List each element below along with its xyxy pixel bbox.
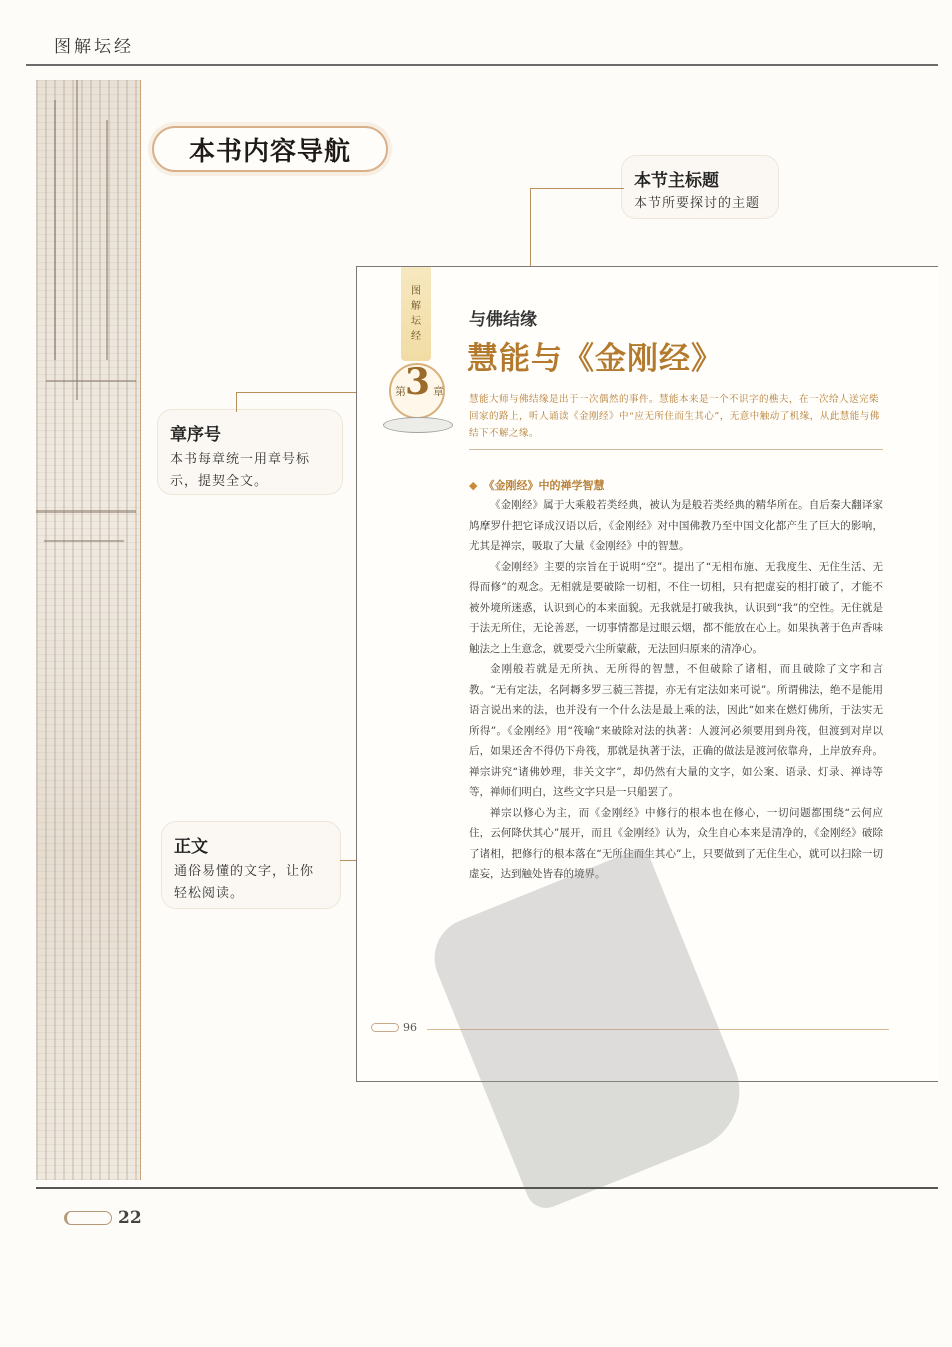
chapter-number: 3 <box>405 361 431 403</box>
callout-desc <box>170 449 310 493</box>
section-title-callout <box>634 166 760 215</box>
vertical-tab-char: 坛 <box>411 316 421 327</box>
nav-title: 本书内容导航 <box>152 126 388 172</box>
chapter-suffix: 章 <box>433 385 444 398</box>
page-number: 22 <box>118 1208 142 1228</box>
subhead <box>469 477 604 493</box>
side-rule <box>140 80 141 1180</box>
callout-desc <box>174 861 314 905</box>
page-ornament-icon <box>371 1023 399 1032</box>
bottom-rule <box>36 1187 938 1189</box>
section-intro: 慧能大师与佛结缘是出于一次偶然的事件。慧能本来是一个不识字的樵夫，在一次给人送完柴回家的路上，听人诵读《金刚经》中“应无所住而生其心”，无意中触动了机缘，从此慧能与佛结下不解之缘。 <box>469 394 880 439</box>
vertical-tab <box>401 267 431 361</box>
intro-rule <box>469 449 883 450</box>
vertical-tab-char: 图 <box>411 286 421 297</box>
paragraph: 禅宗以修心为主，而《金刚经》中修行的根本也在修心，一切问题都围绕“云何应住，云何降伏其心”展开，而且《金刚经》认为，众生自心本来是清净的，《金刚经》破除了诸相，把修行的根本落在“无所住而生其心”上，只要做到了无住生心，就可以扫除一切虚妄，达到触处皆春的境界。 <box>469 806 883 880</box>
page-ornament-icon <box>64 1211 112 1225</box>
callout-title: 章序号 <box>170 425 221 445</box>
leader-line <box>236 392 237 412</box>
callout-desc-line: 轻松阅读。 <box>174 886 245 901</box>
section-title: 慧能与《金刚经》 <box>467 341 723 377</box>
chapter-badge <box>383 361 453 441</box>
diamond-icon: ◆ <box>469 479 478 492</box>
body-text-callout <box>174 832 314 905</box>
running-header: 图解坛经 <box>54 37 134 57</box>
header-rule <box>26 64 938 66</box>
vertical-tab-char: 解 <box>411 301 421 312</box>
callout-title: 本节主标题 <box>634 171 719 191</box>
sample-page-number: 96 <box>403 1021 417 1034</box>
paragraph: 《金刚经》属于大乘般若类经典，被认为是般若类经典的精华所在。自后秦大翻译家鸠摩罗什把它译成汉语以后，《金刚经》对中国佛教乃至中国文化都产生了巨大的影响，尤其是禅宗，吸取了大量《金刚经》中的智慧。 <box>469 499 883 552</box>
callout-desc: 本节所要探讨的主题 <box>634 196 761 211</box>
chapter-number-callout <box>170 420 310 493</box>
paragraph: 《金刚经》主要的宗旨在于说明“空”。提出了“无相布施、无我度生、无住生活、无得而修”的观念。无相就是要破除一切相，不住一切相，只有把虚妄的相打破了，才能不被外境所迷惑，认识到心的本来面貌。无我就是打破我执，认识到“我”的空性。无住就是于法无所住，无论善恶，一切事情都是过眼云烟，都不能放在心上。如果执著于色声香味触法之上生意念，就要受六尘所蒙蔽，无法回归原来的清净心。 <box>469 560 883 655</box>
vertical-tab-char: 经 <box>411 331 421 342</box>
section-subtitle: 与佛结缘 <box>469 310 537 330</box>
leader-line <box>530 188 624 189</box>
chapter-prefix: 第 <box>395 385 406 398</box>
callout-desc-line: 本书每章统一用章号标 <box>170 452 311 467</box>
subhead-text: 《金刚经》中的禅学智慧 <box>483 479 605 492</box>
lotus-ornament-icon <box>383 417 453 433</box>
callout-desc-line: 示，提契全文。 <box>170 474 269 489</box>
body-text <box>469 495 883 885</box>
page-number-area <box>64 1208 142 1228</box>
sample-footer <box>371 1021 417 1034</box>
callout-title: 正文 <box>174 837 208 857</box>
decorative-side-panel <box>36 80 140 1180</box>
callout-desc-line: 通俗易懂的文字，让你 <box>174 864 315 879</box>
paragraph: 金刚般若就是无所执、无所得的智慧，不但破除了诸相，而且破除了文字和言教。“无有定法，名阿耨多罗三藐三菩提，亦无有定法如来可说”。所谓佛法，绝不是能用语言说出来的法，也并没有一个什么法是最上乘的法，因此“如来在燃灯佛所，于法实无所得”。《金刚经》用“筏喻”来破除对法的执著：人渡河必须要用到舟筏，但渡到对岸以后，如果还舍不得仍下舟筏，那就是执著于法，正确的做法是渡河依靠舟，上岸放弃舟。禅宗讲究“诸佛妙理，非关文字”，却仍然有大量的文字，如公案、语录、灯录、禅诗等等，禅师们明白，这些文字只是一只船罢了。 <box>469 663 883 798</box>
